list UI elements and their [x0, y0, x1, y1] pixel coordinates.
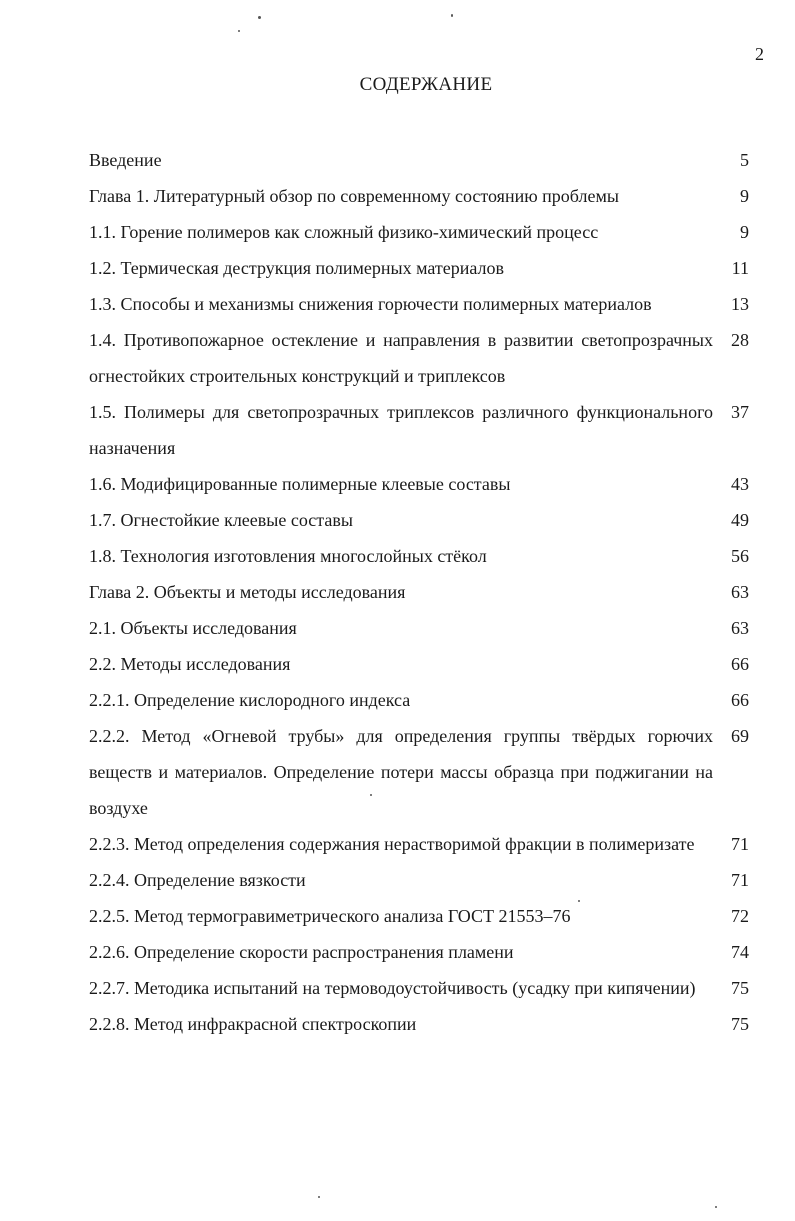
toc-entry-1-1	[89, 214, 749, 250]
toc-entry-page: 43	[731, 474, 749, 494]
toc-entry-page: 11	[731, 258, 749, 278]
toc-entry-text: 2.2. Методы исследования	[89, 654, 291, 674]
toc-entry-text: 2.2.4. Определение вязкости	[89, 870, 306, 890]
toc-entry-2-2-3	[89, 826, 749, 862]
toc-entry-text: 2.2.6. Определение скорости распространения пламени	[89, 942, 514, 962]
toc-entry-text: 2.2.7. Методика испытаний на термоводоустойчивость (усадку при кипячении)	[89, 978, 696, 998]
toc-entry-text: 1.1. Горение полимеров как сложный физико-химический процесс	[89, 222, 599, 242]
toc-entry-text: 2.2.1. Определение кислородного индекса	[89, 690, 411, 710]
toc-entry-text: 2.2.3. Метод определения содержания нерастворимой фракции в полимеризате	[89, 834, 695, 854]
toc-entry-page: 9	[740, 186, 749, 206]
toc-entry-text: 2.1. Объекты исследования	[89, 618, 297, 638]
toc-entry-page: 71	[731, 870, 749, 890]
scan-speck	[370, 794, 372, 796]
toc-entry-1-6	[89, 466, 749, 502]
table-of-contents	[89, 142, 749, 1042]
toc-entry-page: 74	[731, 942, 749, 962]
toc-entry-page: 37	[731, 402, 749, 422]
toc-entry-text: Глава 2. Объекты и методы исследования	[89, 582, 406, 602]
page-title: СОДЕРЖАНИЕ	[359, 74, 493, 95]
toc-entry-page: 5	[740, 150, 749, 170]
toc-entry-page: 66	[731, 654, 749, 674]
toc-entry-page: 75	[731, 1014, 749, 1034]
toc-entry-text: Глава 1. Литературный обзор по современному состоянию проблемы	[89, 186, 619, 206]
toc-entry-1-8	[89, 538, 749, 574]
toc-entry-text: 2.2.2. Метод «Огневой трубы» для определения группы твёрдых горючих веществ и материалов. Определение потери массы образца при поджигании на воздухе	[89, 726, 713, 818]
toc-entry-text: Введение	[89, 150, 162, 170]
toc-entry-2-2-6	[89, 934, 749, 970]
scan-speck	[578, 900, 580, 902]
toc-entry-text: 2.2.5. Метод термогравиметрического анализа ГОСТ 21553–76	[89, 906, 571, 926]
page-number: 2	[755, 44, 764, 64]
scan-speck	[318, 1196, 320, 1198]
toc-entry-page: 66	[731, 690, 749, 710]
toc-entry-2-2-8	[89, 1006, 749, 1042]
toc-entry-2-2-1	[89, 682, 749, 718]
toc-entry-2-2-5	[89, 898, 749, 934]
toc-entry-1-7	[89, 502, 749, 538]
toc-entry-page: 75	[731, 978, 749, 998]
toc-entry-text: 1.4. Противопожарное остекление и направления в развитии светопрозрачных огнестойких строительных конструкций и триплексов	[89, 330, 713, 386]
toc-entry-1-4	[89, 322, 749, 394]
toc-entry-2-2-2	[89, 718, 749, 826]
toc-entry-introduction	[89, 142, 749, 178]
toc-entry-2-2	[89, 646, 749, 682]
toc-entry-chapter-2	[89, 574, 749, 610]
toc-entry-text: 1.7. Огнестойкие клеевые составы	[89, 510, 353, 530]
toc-entry-page: 63	[731, 582, 749, 602]
toc-entry-page: 56	[731, 546, 749, 566]
toc-entry-text: 1.3. Способы и механизмы снижения горючести полимерных материалов	[89, 294, 652, 314]
toc-entry-chapter-1	[89, 178, 749, 214]
toc-entry-1-2	[89, 250, 749, 286]
toc-entry-page: 28	[731, 330, 749, 350]
scan-speck	[238, 30, 240, 32]
toc-entry-1-3	[89, 286, 749, 322]
toc-entry-text: 1.8. Технология изготовления многослойных стёкол	[89, 546, 487, 566]
toc-entry-2-1	[89, 610, 749, 646]
toc-entry-page: 9	[740, 222, 749, 242]
toc-entry-2-2-7	[89, 970, 749, 1006]
toc-entry-page: 69	[731, 726, 749, 746]
toc-entry-page: 13	[731, 294, 749, 314]
toc-entry-text: 2.2.8. Метод инфракрасной спектроскопии	[89, 1014, 417, 1034]
toc-entry-page: 63	[731, 618, 749, 638]
toc-entry-1-5	[89, 394, 749, 466]
toc-entry-page: 71	[731, 834, 749, 854]
toc-entry-page: 49	[731, 510, 749, 530]
scan-speck	[258, 16, 261, 19]
scan-speck	[715, 1206, 717, 1208]
toc-entry-page: 72	[731, 906, 749, 926]
scan-speck	[451, 14, 453, 17]
toc-entry-2-2-4	[89, 862, 749, 898]
toc-entry-text: 1.6. Модифицированные полимерные клеевые составы	[89, 474, 511, 494]
toc-entry-text: 1.5. Полимеры для светопрозрачных триплексов различного функционального назначения	[89, 402, 713, 458]
toc-entry-text: 1.2. Термическая деструкция полимерных материалов	[89, 258, 505, 278]
